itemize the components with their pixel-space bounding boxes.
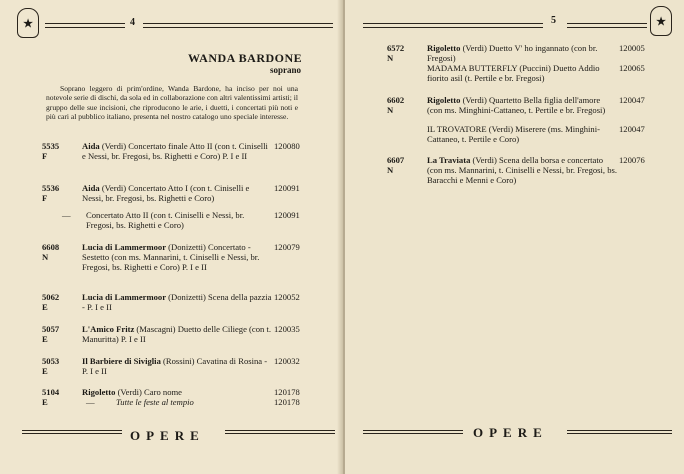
page-number: 4 bbox=[130, 17, 135, 28]
record-description bbox=[82, 387, 272, 397]
catalog-number: 120065 bbox=[619, 63, 645, 73]
record-details: (Verdi) Quartetto Bella figlia dell'amore (con ms. Minghini-Cattaneo, t. Pertile e br. Fregosi) bbox=[427, 95, 606, 116]
page-number: 5 bbox=[551, 15, 556, 26]
intro-paragraph: Soprano leggero di prim'ordine, Wanda Bardone, ha inciso per noi una notevole serie di dischi, da sola ed in collaborazione con altri valentissimi artisti; il gruppo delle sue incisioni, che riproducono le arie, i duetti, i concertati più noti e più cari al pubblico italiano, presenta nel nostro catalogo uno speciale interesse. bbox=[46, 84, 298, 121]
catalog-number: 120080 bbox=[274, 141, 300, 151]
footer-rule bbox=[567, 430, 672, 431]
catalog-number: 120079 bbox=[274, 242, 300, 252]
footer-rule bbox=[567, 433, 672, 434]
footer-rule bbox=[363, 433, 463, 434]
header-rule bbox=[143, 27, 333, 28]
section-footer: OPERE bbox=[473, 425, 548, 440]
record-description bbox=[427, 63, 617, 83]
catalog-number: 120091 bbox=[274, 210, 300, 220]
record-details: (Verdi) Concertato Atto I (con t. Ciniselli e Nessi, br. Fregosi, bs. Righetti e Coro) bbox=[82, 183, 250, 204]
header-rule bbox=[45, 27, 125, 28]
catalog-number: 120047 bbox=[619, 95, 645, 105]
catalog-number: 120005 bbox=[619, 43, 645, 53]
record-details: (Donizetti) Concertato - Sestetto (con ms. Mannarini, t. Ciniselli e Nessi, br. Fregosi, bs. Righetti e Coro) P. I e II bbox=[82, 242, 260, 273]
voice-type: soprano bbox=[270, 65, 302, 75]
record-code: 6602 N bbox=[387, 95, 405, 116]
record-code: 5536 F bbox=[42, 183, 60, 204]
opera-title: Il Barbiere di Siviglia bbox=[82, 356, 161, 366]
catalog-number: 120076 bbox=[619, 155, 645, 165]
record-details: (Verdi) Concertato finale Atto II (con t. Ciniselli e Nessi, br. Fregosi, bs. Righetti e Coro) P. I e II bbox=[82, 141, 268, 162]
opera-title: Rigoletto bbox=[82, 387, 116, 397]
header-rule bbox=[363, 27, 543, 28]
record-code: 6607 N bbox=[387, 155, 405, 176]
footer-rule bbox=[225, 433, 335, 434]
record-code: 6608 N bbox=[42, 242, 60, 263]
emblem-icon: ★ bbox=[650, 6, 672, 36]
record-details: MADAMA BUTTERFLY (Puccini) Duetto Addio fiorito asil (t. Pertile e br. Fregosi) bbox=[427, 63, 600, 84]
record-details: (Verdi) Scena della borsa e concertato (con ms. Mannarini, t. Ciniselli e Nessi, br. Fregosi, bs. Baracchi e Menni e Coro) bbox=[427, 155, 618, 186]
record-details: (Mascagni) Duetto delle Ciliege (con t. Manuritta) P. I e II bbox=[82, 324, 272, 345]
opera-title: Rigoletto bbox=[427, 95, 461, 105]
record-description bbox=[82, 141, 272, 161]
record-code: — bbox=[62, 210, 71, 220]
footer-rule bbox=[225, 430, 335, 431]
record-description bbox=[427, 155, 617, 186]
record-details: Tutte le feste al tempio bbox=[116, 397, 194, 407]
record-description bbox=[82, 292, 272, 312]
catalog-number: 120091 bbox=[274, 183, 300, 193]
opera-title: Rigoletto bbox=[427, 43, 461, 53]
header-rule bbox=[363, 23, 543, 24]
footer-rule bbox=[363, 430, 463, 431]
record-description bbox=[427, 95, 617, 115]
record-details: (Donizetti) Scena della pazzia - P. I e II bbox=[82, 292, 272, 313]
record-code: 6572 N bbox=[387, 43, 405, 64]
record-description bbox=[82, 242, 272, 273]
opera-title: Lucia di Lammermoor bbox=[82, 292, 167, 302]
footer-rule bbox=[22, 433, 122, 434]
catalog-number: 120178 bbox=[274, 397, 300, 407]
record-code: 5104 E bbox=[42, 387, 60, 408]
record-code: 5057 E bbox=[42, 324, 60, 345]
record-code: 5053 E bbox=[42, 356, 60, 377]
record-code: — bbox=[86, 397, 95, 407]
record-details: (Verdi) Duetto V' ho ingannato (con br. Fregosi) bbox=[427, 43, 598, 64]
record-description bbox=[82, 356, 272, 376]
record-details: (Verdi) Caro nome bbox=[115, 387, 183, 397]
catalog-number: 120052 bbox=[274, 292, 300, 302]
header-rule bbox=[567, 27, 647, 28]
catalog-number: 120032 bbox=[274, 356, 300, 366]
artist-name: WANDA BARDONE bbox=[188, 51, 303, 65]
section-footer: OPERE bbox=[130, 428, 205, 443]
record-details: IL TROVATORE (Verdi) Miserere (ms. Minghini-Cattaneo, t. Pertile e Coro) bbox=[427, 124, 600, 145]
record-code: 5062 E bbox=[42, 292, 60, 313]
catalog-number: 120178 bbox=[274, 387, 300, 397]
record-details: Concertato Atto II (con t. Ciniselli e Nessi, br. Fregosi, bs. Righetti e Coro) bbox=[86, 210, 245, 231]
record-description bbox=[427, 124, 617, 144]
footer-rule bbox=[22, 430, 122, 431]
catalog-number: 120047 bbox=[619, 124, 645, 134]
opera-title: Aida bbox=[82, 183, 100, 193]
record-description bbox=[427, 43, 617, 63]
catalog-number: 120035 bbox=[274, 324, 300, 334]
record-details: (Rossini) Cavatina di Rosina - P. I e II bbox=[82, 356, 268, 377]
opera-title: L'Amico Fritz bbox=[82, 324, 135, 334]
header-rule bbox=[45, 23, 125, 24]
opera-title: Aida bbox=[82, 141, 100, 151]
opera-title: La Traviata bbox=[427, 155, 471, 165]
record-code: 5535 F bbox=[42, 141, 60, 162]
emblem-icon: ★ bbox=[17, 8, 39, 38]
record-description bbox=[82, 324, 272, 344]
record-description bbox=[116, 397, 272, 407]
record-description bbox=[86, 210, 272, 230]
opera-title: Lucia di Lammermoor bbox=[82, 242, 167, 252]
record-description bbox=[82, 183, 272, 203]
header-rule bbox=[143, 23, 333, 24]
right-page bbox=[345, 0, 684, 474]
header-rule bbox=[567, 23, 647, 24]
